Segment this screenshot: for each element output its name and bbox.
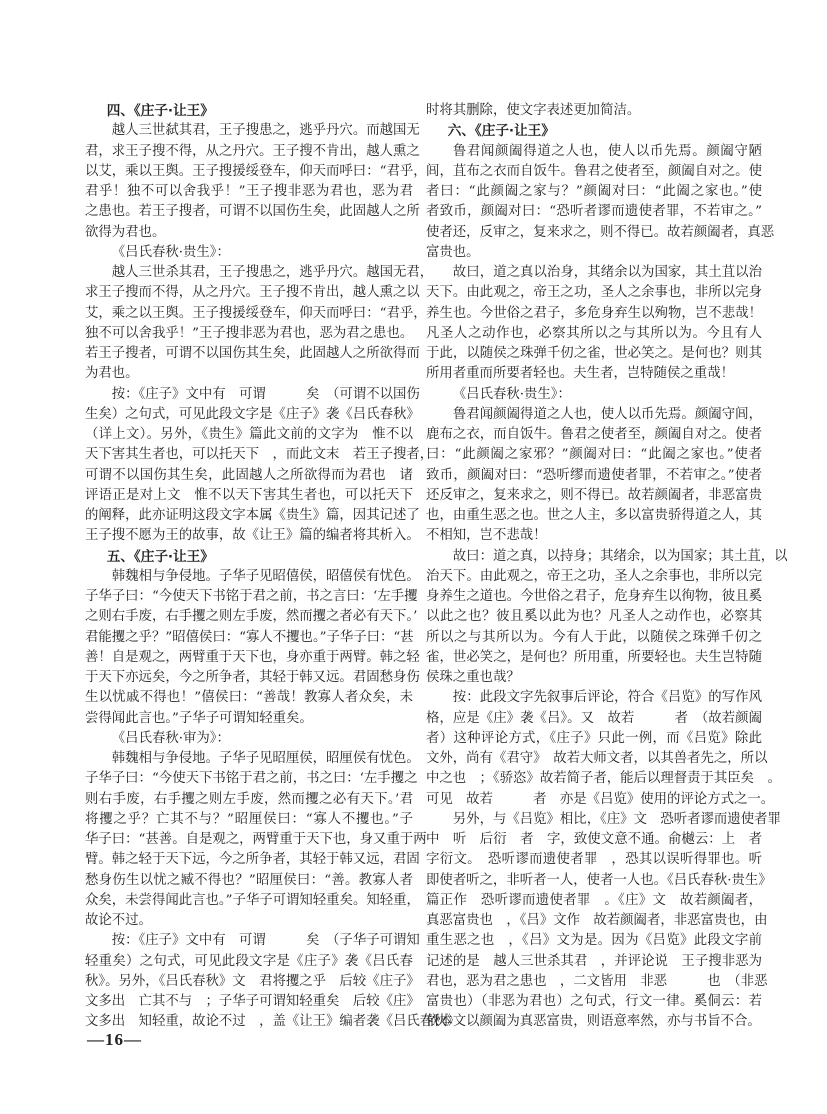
- text-line: 格，应是《庄》袭《吕》。又 故若 者 （故若颜阖: [426, 710, 762, 726]
- text-line: 按：此段文字先叙事后评论，符合《吕览》的写作风: [452, 690, 762, 706]
- text-line: 文多出 亡其不与 ；子华子可谓知轻重矣 后较《庄》: [85, 994, 420, 1009]
- text-line: 时将其删除，使文字表述更加简洁。: [426, 103, 641, 118]
- text-line: 若王子搜者，可谓不以国伤其生矣，此固越人之所欲得而: [85, 346, 420, 361]
- text-line: 篇正作 恐听谬而遗使者罪 。《庄》文 故若颜阖者，: [426, 892, 762, 908]
- text-line: 富贵也。: [426, 244, 480, 260]
- text-line: 者曰：“此颜阖之家与？”颜阖对曰：“此阖之家也。”使: [426, 184, 762, 199]
- text-line: 华子曰：“甚善。自是观之，两臂重于天下也，身又重于两: [85, 832, 427, 847]
- section-heading: 六、《庄子·让王》: [447, 123, 555, 140]
- section-heading: 四、《庄子·让王》: [106, 103, 214, 119]
- text-line: （详上文）。另外，《贵生》篇此文前的文字为 惟不以: [85, 427, 413, 442]
- text-line: 字衍文。 恐听谬而遗使者罪 ，恐其以误听得罪也。听: [426, 852, 762, 868]
- text-line: 善！自是观之，两臂重于天下也，身亦重于两臂。韩之轻: [85, 649, 420, 665]
- text-line: 故曰：道之真，以持身；其绪余，以为国家；其土苴，以: [452, 548, 788, 564]
- text-line: 的阐释，此亦证明这段文字本属《贵生》篇，因其记述了: [85, 508, 420, 523]
- text-line: 臂。韩之轻于天下远，今之所争者，其轻于韩又远，君固: [85, 852, 420, 868]
- text-line: 秋》。另外，《吕氏春秋》文 君将攫之乎 后较《庄子》: [85, 973, 420, 989]
- text-line: 之则右手废，右手攫之则左手废，然而攫之者必有天下。’: [85, 609, 418, 625]
- text-line: 愁身伤生以忧之臧不得也？”昭厘侯曰：“善。教寡人者: [85, 872, 413, 888]
- text-line: 按：《庄子》文中有 可谓 矣 （可谓不以国伤: [111, 386, 420, 402]
- text-line: 可见 故若 者 亦是《吕览》使用的评论方式之一。: [426, 791, 775, 807]
- text-line: 子华子曰：“今使天下书铭于君之前，书之曰：‘左手攫之: [85, 771, 418, 787]
- text-line: 重生恶之也 ，《吕》文为是。因为《吕览》此段文字前: [426, 933, 762, 949]
- text-line: 为君也。: [85, 366, 139, 382]
- text-line: 即使者听之，非听者一人，使者一人也。《吕氏春秋·贵生》: [426, 872, 772, 888]
- text-line: 文多出 知轻重，故论不过 ，盖《让王》编者袭《吕氏春秋》: [85, 1014, 460, 1030]
- text-line: 生以忧戚不得也！”僖侯曰：“善哉！教寡人者众矣，未: [85, 690, 413, 706]
- text-line: 可谓不以国伤其生矣，此固越人之所欲得而为君也 诸: [85, 467, 413, 483]
- text-line: 越人三世弑其君，王子搜患之，逃乎丹穴。而越国无: [111, 123, 420, 139]
- text-line: 鲁君闻颜阖得道之人也，使人以币先焉。颜阖守闾，: [452, 406, 762, 422]
- text-line: 侯珠之重也哉？: [426, 670, 520, 685]
- text-line: 《吕氏春秋·审为》：: [111, 730, 230, 746]
- text-line: 也，由重生恶之也。世之人主，多以富贵骄得道之人，其: [426, 508, 762, 523]
- text-line: 者致币，颜阖对曰：“恐听者谬而遗使者罪，不若审之。”: [426, 204, 762, 220]
- text-line: 君乎！独不可以舍我乎！”王子搜非恶为君也，恶为君: [85, 184, 413, 199]
- text-line: 艾，乘之以王舆。王子搜援绥登车，仰天而呼曰：“君乎，: [85, 305, 427, 321]
- text-line: 《吕氏春秋·贵生》：: [111, 244, 230, 260]
- text-line: 天下。由此观之，帝王之功，圣人之余事也，非所以完身: [426, 285, 762, 301]
- text-line: 凡圣人之动作也，必察其所以之与其所以为。今且有人: [426, 325, 762, 341]
- text-line: 闾，苴布之衣而自饭牛。鲁君之使者至，颜阖自对之。使: [426, 163, 762, 179]
- page-number: —16—: [87, 1030, 142, 1049]
- text-line: 《吕氏春秋·贵生》：: [452, 386, 571, 402]
- text-line: 还反审之，复来求之，则不得已。故若颜阖者，非恶富贵: [426, 487, 762, 503]
- text-line: 于此，以随侯之珠弹千仞之雀，世必笑之。是何也？则其: [426, 346, 762, 361]
- text-line: 求王子搜而不得，从之丹穴。王子搜不肯出，越人熏之以: [85, 285, 420, 301]
- text-line: 雀，世必笑之，是何也？所用重，所要轻也。夫生岂特随: [426, 649, 762, 665]
- text-line: 文外，尚有《君守》 故若大师文者，以其兽者先之，所以: [426, 751, 768, 766]
- text-line: 中 听 后衍 者 字，致使文意不通。俞樾云：上 者: [426, 832, 762, 847]
- text-line: 王子搜不愿为王的故事，故《让王》篇的编者将其析入。: [85, 528, 420, 544]
- text-line: 记述的是 越人三世杀其君 ，并评论说 王子搜非恶为: [426, 953, 762, 969]
- text-line: 独不可以舍我乎！”王子搜非恶为君也，恶为君之患也。: [85, 325, 414, 341]
- text-line: 越人三世杀其君，王子搜患之，逃乎丹穴。越国无君，: [111, 265, 434, 280]
- text-line: 致币，颜阖对曰：“恐听缪而遗使者罪，不若审之。”使者: [426, 467, 762, 483]
- text-line: 治天下。由此观之，帝王之功，圣人之余事也，非所以完: [426, 568, 762, 584]
- text-line: 另外，与《吕览》相比，《庄》文 恐听者谬而遗使者罪: [452, 811, 781, 827]
- text-line: 鹿布之衣，而自饭牛。鲁君之使者至，颜阖自对之。使者: [426, 427, 762, 442]
- text-line: 中之也 ；《骄恣》故若简子者，能后以理督责于其臣矣 。: [426, 771, 781, 787]
- right-column: [426, 101, 788, 1033]
- text-line: 于天下亦远矣，今之所争者，其轻于韩又远。君固愁身伤: [85, 670, 420, 685]
- text-line: 故曰，道之真以治身，其绪余以为国家，其土苴以治: [452, 265, 762, 280]
- text-line: 不相知，岂不悲哉！: [426, 528, 547, 544]
- text-line: 之患也。若王子搜者，可谓不以国伤生矣，此固越人之所: [85, 204, 420, 220]
- text-line: 依本文以颜阖为真恶富贵，则语意率然，亦与书旨不合。: [426, 1014, 761, 1030]
- text-line: 按：《庄子》文中有 可谓 矣 （子华子可谓知: [111, 933, 420, 949]
- text-line: 者）这种评论方式，《庄子》只此一例，而《吕览》除此: [426, 730, 762, 746]
- text-line: 尝得闻此言也。”子华子可谓知轻重矣。: [85, 710, 313, 726]
- text-line: 君，求王子搜不得，从之丹穴。王子搜不肯出，越人熏之: [85, 143, 420, 159]
- text-line: 众矣，未尝得闻此言也。”子华子可谓知轻重矣。知轻重，: [85, 892, 420, 908]
- section-heading: 五、《庄子·让王》: [106, 548, 214, 565]
- text-line: 轻重矣）之句式，可见此段文字是《庄子》袭《吕氏春: [85, 953, 413, 969]
- text-line: 天下害其生者也，可以托天下 ，而此文末 若王子搜者，: [85, 447, 434, 463]
- text-line: 欲得为君也。: [85, 224, 166, 240]
- text-line: 故论不过。: [85, 913, 152, 928]
- text-line: 养生也。今世俗之君子，多危身弃生以殉物，岂不悲哉！: [426, 305, 762, 321]
- text-line: 鲁君闻颜阖得道之人也，使人以币先焉。颜阖守陋: [452, 143, 762, 159]
- text-line: 评语正是对上文 惟不以天下害其生者也，可以托天下: [85, 487, 413, 503]
- text-line: 韩魏相与争侵地。子华子见昭僖侯，昭僖侯有忧色。: [111, 568, 420, 584]
- text-line: 曰：“此颜阖之家邪？”颜阖对曰：“此阖之家也。”使者: [426, 447, 762, 463]
- text-line: 君能攫之乎？”昭僖侯曰：“寡人不攫也。”子华子曰：“甚: [85, 629, 414, 645]
- text-line: 富贵也）（非恶为君也）之句式，行文一律。奚侗云：若: [426, 994, 762, 1009]
- text-line: 将攫之乎？亡其不与？”昭厘侯曰：“寡人不攫也。”子: [85, 811, 413, 827]
- text-line: 君也，恶为君之患也 ，二文皆用 非恶 也 （非恶: [426, 973, 768, 989]
- text-line: 以此之也？彼且奚以此为也？凡圣人之动作也，必察其: [426, 609, 762, 625]
- text-line: 子华子曰：“今使天下书铭于君之前，书之言曰：‘左手攫: [85, 589, 418, 604]
- text-line: 韩魏相与争侵地。子华子见昭厘侯，昭厘侯有忧色。: [111, 751, 420, 766]
- text-line: 以艾，乘以王舆。王子搜援绥登车，仰天而呼曰：“君乎，: [85, 163, 427, 179]
- text-line: 身养生之道也。今世俗之君子，危身弃生以徇物，彼且奚: [426, 589, 762, 604]
- text-line: 所用者重而所要者轻也。夫生者，岂特随侯之重哉！: [426, 366, 734, 382]
- text-line: 生矣）之句式，可见此段文字是《庄子》袭《吕氏春秋》: [85, 406, 420, 422]
- text-line: 真恶富贵也 ，《吕》文作 故若颜阖者，非恶富贵也，由: [426, 913, 768, 928]
- text-line: 所以之与其所以为。今有人于此，以随侯之珠弹千仞之: [426, 629, 762, 645]
- text-line: 则右手废，右手攫之则左手废，然而攫之必有天下。’君: [85, 791, 413, 807]
- text-line: 使者还，反审之，复来求之，则不得已。故若颜阖者，真恶: [426, 224, 775, 240]
